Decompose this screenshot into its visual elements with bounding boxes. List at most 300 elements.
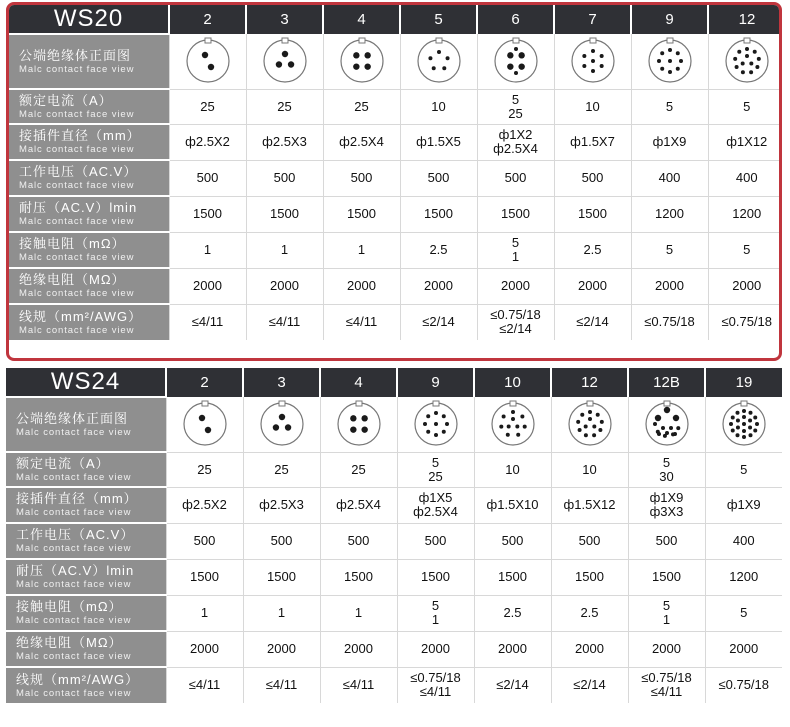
contact-pin bbox=[442, 67, 446, 71]
contact-pin bbox=[507, 64, 513, 70]
spec-value: 5 bbox=[743, 98, 751, 114]
contact-pin bbox=[598, 428, 602, 432]
spec-cell bbox=[397, 523, 474, 559]
spec-value: ф1X9 bbox=[652, 134, 687, 149]
spec-cell bbox=[477, 232, 554, 268]
spec-value: 1 bbox=[511, 249, 520, 264]
spec-cell bbox=[705, 559, 782, 595]
contact-pin bbox=[734, 65, 738, 69]
contact-pin bbox=[518, 52, 524, 58]
contact-pin bbox=[654, 415, 660, 421]
spec-cell bbox=[554, 160, 631, 196]
spec-cell bbox=[169, 124, 246, 160]
row-label-cn: 绝缘电阻（MΩ） bbox=[19, 272, 126, 287]
face-view-cell bbox=[551, 397, 628, 452]
spec-value: 25 bbox=[354, 98, 369, 114]
spec-value: ≤4/11 bbox=[188, 677, 221, 693]
spec-cell bbox=[705, 631, 782, 667]
contact-pin bbox=[353, 52, 359, 58]
spec-cell bbox=[474, 595, 551, 631]
spec-cell bbox=[705, 667, 782, 703]
spec-cell bbox=[243, 487, 320, 523]
contact-pin bbox=[748, 426, 752, 430]
contact-pin bbox=[583, 425, 587, 429]
contact-pin bbox=[201, 52, 207, 58]
contact-pin bbox=[748, 419, 752, 423]
contact-pin bbox=[742, 415, 746, 419]
spec-value: 2000 bbox=[652, 641, 681, 656]
spec-row-current bbox=[9, 89, 782, 124]
row-label-en: Malc contact face view bbox=[19, 144, 135, 155]
spec-value: 1500 bbox=[575, 569, 604, 584]
face-view-cell bbox=[705, 397, 782, 452]
spec-value: 500 bbox=[193, 533, 216, 548]
spec-cell bbox=[474, 487, 551, 523]
spec-value: ≤2/14 bbox=[573, 677, 606, 693]
contact-pin bbox=[730, 429, 734, 433]
spec-value: 2000 bbox=[421, 641, 450, 656]
spec-value: ф2.5X4 bbox=[339, 134, 384, 149]
connector-key bbox=[202, 401, 208, 406]
connector-key bbox=[436, 38, 442, 43]
spec-value: 1500 bbox=[267, 569, 296, 584]
spec-value: 500 bbox=[655, 533, 678, 548]
spec-cell bbox=[397, 595, 474, 631]
contact-pin bbox=[748, 434, 752, 438]
connector-face-6-pin-icon bbox=[490, 36, 542, 86]
pin-count-header: 3 bbox=[246, 5, 323, 34]
spec-value: 1200 bbox=[729, 569, 759, 584]
spec-value: 2000 bbox=[193, 278, 222, 293]
pin-count-header: 2 bbox=[169, 5, 246, 34]
row-label-en: Malc contact face view bbox=[16, 579, 132, 590]
contact-pin bbox=[757, 57, 761, 61]
connector-face-2-pin-icon bbox=[182, 36, 234, 86]
ws24-spec-table bbox=[6, 368, 782, 703]
contact-pin bbox=[580, 413, 584, 417]
spec-value: ф3X3 bbox=[649, 504, 684, 519]
connector-key bbox=[433, 401, 439, 406]
contact-pin bbox=[576, 420, 580, 424]
connector-shell bbox=[495, 40, 537, 82]
contact-pin bbox=[278, 414, 284, 420]
contact-pin bbox=[668, 59, 672, 63]
header-row bbox=[6, 368, 782, 397]
spec-cell bbox=[631, 304, 708, 340]
spec-cell bbox=[246, 89, 323, 124]
spec-value: 500 bbox=[504, 170, 527, 185]
spec-value: 25 bbox=[274, 461, 289, 477]
contact-pin bbox=[350, 415, 356, 421]
face-view-cell bbox=[628, 397, 705, 452]
contact-pin bbox=[582, 64, 586, 68]
contact-pin bbox=[364, 52, 370, 58]
spec-value: 1 bbox=[354, 605, 363, 620]
spec-cell bbox=[554, 89, 631, 124]
connector-key bbox=[359, 38, 365, 43]
row-label bbox=[6, 667, 166, 703]
spec-value: 1 bbox=[203, 242, 212, 257]
spec-cell bbox=[323, 304, 400, 340]
contact-pin bbox=[588, 417, 592, 421]
spec-value: 5 bbox=[665, 242, 674, 257]
spec-value: 1500 bbox=[193, 206, 222, 221]
spec-value: ф2.5X2 bbox=[182, 497, 227, 512]
spec-value: ф1X12 bbox=[726, 134, 768, 149]
spec-value: 10 bbox=[431, 98, 446, 114]
pin-count-header: 19 bbox=[705, 368, 782, 397]
pin-count-header: 6 bbox=[477, 5, 554, 34]
pin-count-header: 9 bbox=[631, 5, 708, 34]
row-label-cn: 公端绝缘体正面图 bbox=[16, 410, 129, 426]
row-label bbox=[6, 595, 166, 631]
contact-pin bbox=[591, 69, 595, 73]
connector-face-7-pin-icon bbox=[567, 36, 619, 86]
contact-pin bbox=[657, 59, 661, 63]
spec-cell bbox=[554, 232, 631, 268]
contact-pin bbox=[445, 422, 449, 426]
spec-cell bbox=[246, 196, 323, 232]
connector-key bbox=[513, 38, 519, 43]
spec-cell bbox=[320, 487, 397, 523]
spec-value: 500 bbox=[347, 533, 370, 548]
spec-cell bbox=[477, 196, 554, 232]
contact-pin bbox=[364, 64, 370, 70]
spec-value: 25 bbox=[428, 468, 443, 484]
spec-cell bbox=[169, 89, 246, 124]
connector-shell bbox=[569, 403, 611, 445]
row-label-en: Malc contact face view bbox=[16, 615, 132, 626]
contact-pin bbox=[740, 62, 744, 66]
spec-value: 2000 bbox=[344, 641, 373, 656]
spec-cell bbox=[397, 559, 474, 595]
spec-cell bbox=[323, 124, 400, 160]
spec-cell bbox=[477, 268, 554, 304]
contact-pin bbox=[207, 64, 213, 70]
connector-face-19-pin-icon bbox=[718, 399, 770, 449]
spec-value: ф2.5X4 bbox=[336, 497, 381, 512]
contact-pin bbox=[599, 420, 603, 424]
spec-cell bbox=[397, 631, 474, 667]
spec-cell bbox=[631, 268, 708, 304]
spec-value: 2000 bbox=[729, 641, 759, 656]
spec-cell bbox=[323, 89, 400, 124]
spec-value: ф1.5X10 bbox=[486, 497, 539, 512]
row-label-cn: 接触电阻（mΩ） bbox=[19, 236, 126, 251]
connector-shell bbox=[338, 403, 380, 445]
contact-pin bbox=[745, 47, 749, 51]
spec-cell bbox=[323, 268, 400, 304]
row-label bbox=[9, 196, 169, 232]
spec-cell bbox=[243, 452, 320, 487]
spec-cell bbox=[243, 631, 320, 667]
spec-value: 1500 bbox=[190, 569, 219, 584]
contact-pin bbox=[275, 62, 281, 68]
spec-row-face bbox=[9, 34, 782, 89]
spec-value: 400 bbox=[658, 170, 681, 185]
pin-count-header: 12 bbox=[551, 368, 628, 397]
spec-cell bbox=[166, 631, 243, 667]
connector-face-2-pin-icon bbox=[179, 399, 231, 449]
spec-value: ф1.5X7 bbox=[570, 134, 615, 149]
connector-face-5-pin-icon bbox=[413, 36, 465, 86]
spec-cell bbox=[708, 89, 782, 124]
spec-value: 1 bbox=[277, 605, 286, 620]
row-label-cn: 耐压（AC.V）lmin bbox=[16, 563, 135, 578]
contact-pin bbox=[753, 429, 757, 433]
spec-value: 5 bbox=[511, 235, 520, 250]
spec-value: 25 bbox=[200, 98, 215, 114]
spec-value: 1500 bbox=[421, 569, 450, 584]
row-label bbox=[9, 304, 169, 340]
spec-cell bbox=[323, 232, 400, 268]
spec-value: ≤2/14 bbox=[496, 677, 529, 693]
contact-pin bbox=[742, 435, 746, 439]
face-view-cell bbox=[474, 397, 551, 452]
spec-cell bbox=[628, 631, 705, 667]
contact-pin bbox=[592, 434, 596, 438]
spec-cell bbox=[708, 304, 782, 340]
spec-value: 2000 bbox=[732, 278, 762, 293]
spec-value: 2000 bbox=[655, 278, 684, 293]
face-view-cell bbox=[477, 34, 554, 89]
spec-cell bbox=[166, 523, 243, 559]
contact-pin bbox=[668, 48, 672, 52]
spec-cell bbox=[551, 452, 628, 487]
spec-value: 1 bbox=[431, 612, 440, 627]
contact-pin bbox=[507, 52, 513, 58]
spec-cell bbox=[551, 523, 628, 559]
contact-pin bbox=[434, 433, 438, 437]
pin-count-header: 7 bbox=[554, 5, 631, 34]
spec-value: 2000 bbox=[575, 641, 604, 656]
spec-value: 5 bbox=[740, 605, 748, 620]
spec-cell bbox=[631, 232, 708, 268]
spec-cell bbox=[705, 487, 782, 523]
row-label-en: Malc contact face view bbox=[19, 324, 135, 336]
face-view-cell bbox=[400, 34, 477, 89]
contact-pin bbox=[361, 427, 367, 433]
spec-cell bbox=[708, 268, 782, 304]
contact-pin bbox=[287, 62, 293, 68]
spec-value: ≤4/11 bbox=[345, 314, 378, 330]
connector-face-9-pin-icon bbox=[644, 36, 696, 86]
face-view-cell bbox=[246, 34, 323, 89]
spec-value: 1 bbox=[357, 242, 366, 257]
spec-value: ф1.5X5 bbox=[416, 134, 461, 149]
contact-pin bbox=[520, 415, 524, 419]
ws24-spec-table-panel bbox=[6, 368, 782, 727]
contact-pin bbox=[679, 59, 683, 63]
row-label-cn: 线规（mm²/AWG） bbox=[19, 308, 143, 324]
contact-pin bbox=[742, 429, 746, 433]
spec-cell bbox=[320, 452, 397, 487]
row-label-en: Malc contact face view bbox=[16, 687, 132, 699]
contact-pin bbox=[660, 67, 664, 71]
row-label-en: Malc contact face view bbox=[16, 543, 132, 554]
contact-pin bbox=[745, 54, 749, 58]
contact-pin bbox=[675, 51, 679, 55]
spec-value: 1200 bbox=[732, 206, 762, 221]
spec-cell bbox=[400, 160, 477, 196]
contact-pin bbox=[661, 426, 665, 430]
spec-value: 2000 bbox=[578, 278, 607, 293]
contact-pin bbox=[735, 411, 739, 415]
spec-value: 2000 bbox=[424, 278, 453, 293]
contact-pin bbox=[730, 416, 734, 420]
row-label-en: Malc contact face view bbox=[19, 63, 135, 75]
contact-pin bbox=[755, 65, 759, 69]
spec-value: 10 bbox=[585, 98, 600, 114]
spec-value: 2.5 bbox=[503, 605, 522, 620]
spec-value: ≤0.75/18 bbox=[641, 670, 692, 686]
spec-row-withstand bbox=[9, 196, 782, 232]
row-label-en: Malc contact face view bbox=[16, 651, 132, 662]
spec-value: 5 bbox=[511, 91, 520, 107]
spec-cell bbox=[246, 268, 323, 304]
spec-cell bbox=[628, 595, 705, 631]
contact-pin bbox=[595, 413, 599, 417]
spec-cell bbox=[474, 631, 551, 667]
spec-value: 25 bbox=[277, 98, 292, 114]
connector-key bbox=[744, 38, 750, 43]
spec-value: 2.5 bbox=[429, 242, 448, 257]
spec-cell bbox=[551, 559, 628, 595]
row-label bbox=[6, 397, 166, 452]
contact-pin bbox=[673, 432, 677, 436]
spec-cell bbox=[705, 595, 782, 631]
row-label-cn: 耐压（AC.V）lmin bbox=[19, 200, 138, 215]
spec-cell bbox=[246, 124, 323, 160]
spec-row-withstand bbox=[6, 559, 782, 595]
row-label-cn: 公端绝缘体正面图 bbox=[19, 47, 132, 63]
spec-value: ф1X9 bbox=[726, 497, 761, 512]
row-label bbox=[6, 559, 166, 595]
spec-cell bbox=[631, 196, 708, 232]
face-view-cell bbox=[631, 34, 708, 89]
spec-value: 5 bbox=[740, 461, 748, 477]
spec-value: ф1X5 bbox=[418, 490, 453, 505]
ws20-spec-table bbox=[9, 5, 782, 340]
spec-value: 1200 bbox=[655, 206, 684, 221]
contact-pin bbox=[599, 54, 603, 58]
spec-cell bbox=[323, 196, 400, 232]
spec-value: ≤0.75/18 bbox=[410, 670, 461, 686]
row-label-cn: 工作电压（AC.V） bbox=[19, 164, 138, 179]
spec-cell bbox=[397, 452, 474, 487]
spec-cell bbox=[246, 160, 323, 196]
contact-pin bbox=[653, 422, 657, 426]
spec-row-face bbox=[6, 397, 782, 452]
spec-value: 2000 bbox=[501, 278, 530, 293]
contact-pin bbox=[505, 433, 509, 437]
spec-cell bbox=[246, 232, 323, 268]
spec-value: 500 bbox=[424, 533, 447, 548]
spec-cell bbox=[166, 595, 243, 631]
spec-cell bbox=[323, 160, 400, 196]
spec-cell bbox=[169, 232, 246, 268]
contact-pin bbox=[499, 425, 503, 429]
spec-value: ≤0.75/18 bbox=[490, 307, 541, 323]
row-label bbox=[6, 487, 166, 523]
spec-cell bbox=[169, 196, 246, 232]
row-label-en: Malc contact face view bbox=[19, 252, 135, 263]
spec-value: 2.5 bbox=[580, 605, 599, 620]
contact-pin bbox=[752, 50, 756, 54]
contact-pin bbox=[350, 427, 356, 433]
spec-value: ф1.5X12 bbox=[563, 497, 616, 512]
spec-value: 1 bbox=[280, 242, 289, 257]
contact-pin bbox=[737, 50, 741, 54]
spec-value: 500 bbox=[270, 533, 293, 548]
contact-pin bbox=[511, 410, 515, 414]
spec-value: ≤2/14 bbox=[499, 321, 532, 337]
spec-row-gauge bbox=[6, 667, 782, 703]
spec-value: 30 bbox=[659, 468, 674, 484]
connector-face-10-pin-icon bbox=[487, 399, 539, 449]
contact-pin bbox=[426, 414, 430, 418]
spec-value: 500 bbox=[578, 533, 601, 548]
connector-key bbox=[282, 38, 288, 43]
spec-cell bbox=[708, 196, 782, 232]
contact-pin bbox=[657, 432, 661, 436]
spec-cell bbox=[554, 268, 631, 304]
spec-value: ≤2/14 bbox=[422, 314, 455, 330]
row-label-cn: 接插件直径（mm） bbox=[16, 491, 138, 506]
contact-pin bbox=[729, 422, 733, 426]
spec-cell bbox=[169, 160, 246, 196]
face-view-cell bbox=[708, 34, 782, 89]
spec-cell bbox=[320, 595, 397, 631]
spec-value: ≤4/11 bbox=[268, 314, 301, 330]
spec-value: 2000 bbox=[347, 278, 376, 293]
spec-cell bbox=[551, 595, 628, 631]
connector-shell bbox=[726, 40, 768, 82]
spec-value: 5 bbox=[662, 598, 671, 613]
contact-pin bbox=[284, 425, 290, 431]
spec-cell bbox=[551, 667, 628, 703]
spec-cell bbox=[474, 452, 551, 487]
row-label-en: Malc contact face view bbox=[19, 180, 135, 191]
spec-value: 5 bbox=[431, 454, 440, 470]
contact-pin bbox=[441, 430, 445, 434]
contact-pin bbox=[592, 425, 596, 429]
row-label-en: Malc contact face view bbox=[19, 216, 135, 227]
spec-cell bbox=[320, 631, 397, 667]
connector-shell bbox=[261, 403, 303, 445]
spec-value: 400 bbox=[732, 533, 755, 548]
contact-pin bbox=[663, 407, 669, 413]
spec-cell bbox=[628, 452, 705, 487]
spec-value: 25 bbox=[197, 461, 212, 477]
row-label-en: Malc contact face view bbox=[16, 426, 132, 438]
spec-cell bbox=[554, 304, 631, 340]
spec-value: 5 bbox=[662, 454, 671, 470]
face-view-cell bbox=[320, 397, 397, 452]
header-row bbox=[9, 5, 782, 34]
spec-value: 500 bbox=[427, 170, 450, 185]
spec-row-voltage bbox=[6, 523, 782, 559]
spec-value: 2.5 bbox=[583, 242, 602, 257]
spec-value: 500 bbox=[273, 170, 296, 185]
contact-pin bbox=[272, 425, 278, 431]
spec-cell bbox=[400, 232, 477, 268]
connector-face-3-pin-icon bbox=[259, 36, 311, 86]
contact-pin bbox=[676, 426, 680, 430]
contact-pin bbox=[742, 409, 746, 413]
spec-cell bbox=[477, 89, 554, 124]
contact-pin bbox=[434, 411, 438, 415]
